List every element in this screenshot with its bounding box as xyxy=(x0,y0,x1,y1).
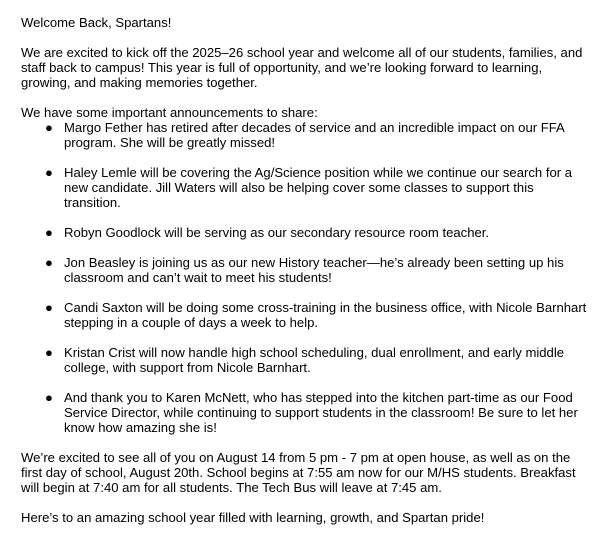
announcement-text: And thank you to Karen McNett, who has stepped into the kitchen part-time as our Food Service Director, while continuing to support students in the classroom! Be sure to let her know how amazing she is! xyxy=(64,390,578,435)
list-item xyxy=(21,120,587,150)
bullet-icon: ● xyxy=(45,390,53,405)
bullet-icon: ● xyxy=(45,300,53,315)
schedule-paragraph: We’re excited to see all of you on August 14 from 5 pm - 7 pm at open house, as well as on the first day of school, August 20th. School begins at 7:55 am now for our M/HS students. Breakfast will begin at 7:40 am for all students. The Tech Bus will leave at 7:45 am. xyxy=(21,450,576,495)
announcement-text: Robyn Goodlock will be serving as our secondary resource room teacher. xyxy=(64,225,490,240)
closing-paragraph: Here’s to an amazing school year filled with learning, growth, and Spartan pride! xyxy=(21,510,485,525)
bullet-icon: ● xyxy=(45,255,53,270)
list-item xyxy=(21,390,587,435)
announcement-text: Haley Lemle will be covering the Ag/Science position while we continue our search for a new candidate. Jill Waters will also be helping cover some classes to support this transition. xyxy=(64,165,573,210)
list-item xyxy=(21,345,587,375)
announcements-intro: We have some important announcements to share: xyxy=(21,105,318,120)
announcement-text: Margo Fether has retired after decades of service and an incredible impact on our FFA program. She will be greatly missed! xyxy=(64,120,565,150)
bullet-icon: ● xyxy=(45,345,53,360)
bullet-icon: ● xyxy=(45,165,53,180)
announcements-list xyxy=(21,120,587,435)
announcement-text: Candi Saxton will be doing some cross-training in the business office, with Nicole Barnhart stepping in a couple of days a week to help. xyxy=(64,300,587,330)
welcome-paragraph: We are excited to kick off the 2025–26 school year and welcome all of our students, families, and staff back to campus! This year is full of opportunity, and we’re looking forward to learning, growing, and making memories together. xyxy=(21,45,583,90)
list-item xyxy=(21,300,587,330)
list-item xyxy=(21,165,587,210)
bullet-icon: ● xyxy=(45,120,53,135)
bullet-icon: ● xyxy=(45,225,53,240)
list-item xyxy=(21,255,587,285)
announcement-text: Kristan Crist will now handle high school scheduling, dual enrollment, and early middle college, with support from Nicole Barnhart. xyxy=(64,345,565,375)
list-item xyxy=(21,225,587,240)
greeting: Welcome Back, Spartans! xyxy=(21,15,172,30)
announcement-text: Jon Beasley is joining us as our new History teacher—he’s already been setting up his classroom and can’t wait to meet his students! xyxy=(64,255,564,285)
